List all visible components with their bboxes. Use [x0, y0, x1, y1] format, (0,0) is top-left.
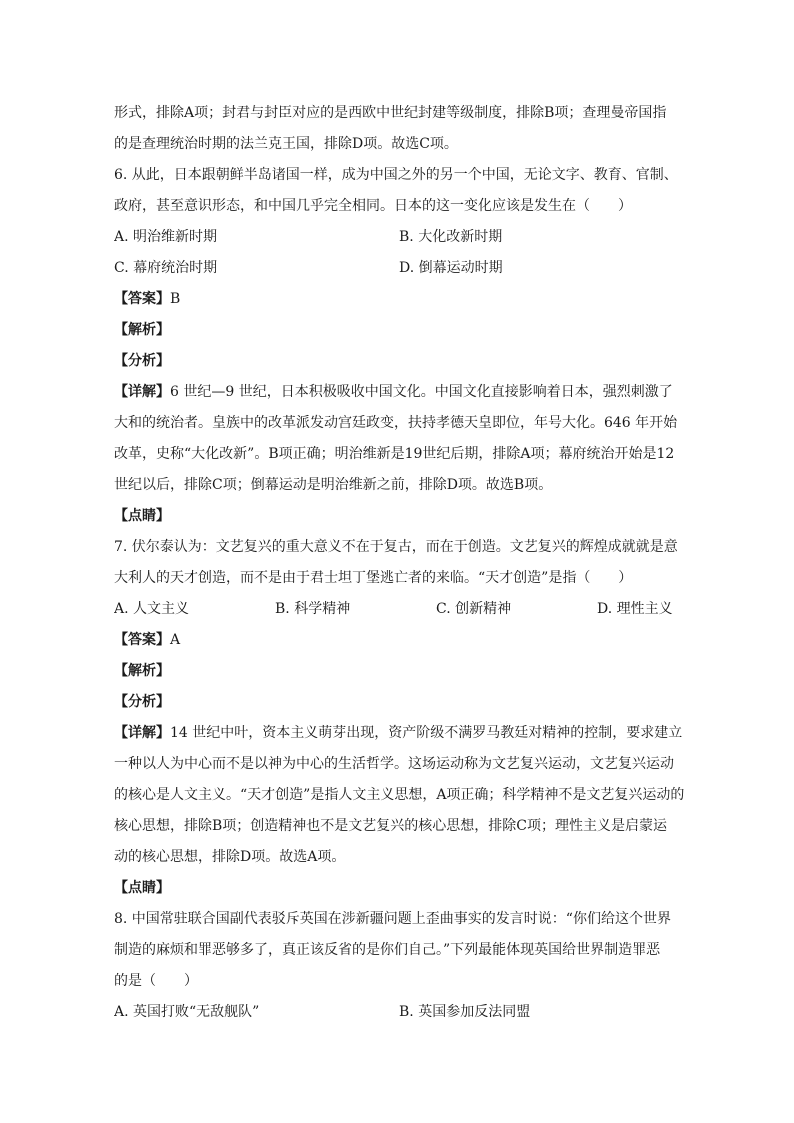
detail-text: 14 世纪中叶，资本主义萌芽出现，资产阶级不满罗马教廷对精神的控制，要求建立 [170, 725, 683, 741]
answer-label: 【答案】 [114, 291, 170, 307]
intro-paragraph [114, 98, 684, 160]
detail-text: 6 世纪—9 世纪，日本积极吸收中国文化。中国文化直接影响着日本，强烈刺激了 [170, 384, 673, 400]
detail-line: 动的核心思想，排除D项。故选A项。 [114, 849, 346, 865]
text-line: 的是查理统治时期的法兰克王国，排除D项。故选C项。 [114, 136, 458, 152]
question-stem: 7. 伏尔泰认为：文艺复兴的重大意义不在于复古，而在于创造。文艺复兴的辉煌成就就是意 [114, 539, 678, 555]
question-6 [114, 160, 684, 532]
question-stem: 大利人的天才创造，而不是由于君士坦丁堡逃亡者的来临。“天才创造”是指（ ） [114, 570, 633, 586]
fenxi-label: 【分析】 [114, 694, 170, 710]
document-content [114, 98, 684, 1028]
answer-line [114, 625, 684, 656]
option-b: B. 英国参加反法同盟 [399, 1004, 531, 1020]
detail-line: 改革，史称“大化改新”。B项正确；明治维新是19世纪后期，排除A项；幕府统治开始是12 [114, 446, 675, 462]
detail-line [114, 718, 684, 749]
question-7 [114, 532, 684, 904]
option-a: A. 英国打败“无敌舰队” [114, 1004, 260, 1020]
option-b: B. 科学精神 [275, 601, 351, 617]
detail-label: 【详解】 [114, 725, 170, 741]
options-row [114, 997, 684, 1028]
text-line: 形式，排除A项；封君与封臣对应的是西欧中世纪封建等级制度，排除B项；查理曼帝国指 [114, 105, 667, 121]
question-stem: 制造的麻烦和罪恶够多了，真正该反省的是你们自己。”下列最能体现英国给世界制造罪恶 [114, 942, 661, 958]
answer-value: A [170, 632, 181, 648]
fenxi-label: 【分析】 [114, 353, 170, 369]
analysis-label: 【解析】 [114, 322, 170, 338]
comment-label: 【点睛】 [114, 508, 170, 524]
option-a: A. 明治维新时期 [114, 229, 218, 245]
options-row [114, 594, 684, 625]
options-row [114, 222, 684, 253]
answer-line [114, 284, 684, 315]
option-c: C. 创新精神 [436, 601, 512, 617]
detail-line [114, 377, 684, 408]
question-8 [114, 904, 684, 1028]
option-c: C. 幕府统治时期 [114, 260, 218, 276]
comment-label: 【点睛】 [114, 880, 170, 896]
analysis-label: 【解析】 [114, 663, 170, 679]
option-a: A. 人文主义 [114, 601, 190, 617]
option-b: B. 大化改新时期 [399, 229, 503, 245]
answer-label: 【答案】 [114, 632, 170, 648]
detail-line: 大和的统治者。皇族中的改革派发动宫廷政变，扶持孝德天皇即位，年号大化。646 年开始 [114, 415, 678, 431]
option-d: D. 理性主义 [597, 601, 673, 617]
detail-line: 核心思想，排除B项；创造精神也不是文艺复兴的核心思想，排除C项；理性主义是启蒙运 [114, 818, 667, 834]
question-stem: 6. 从此，日本跟朝鲜半岛诸国一样，成为中国之外的另一个中国，无论文字、教育、官制、 [114, 167, 678, 183]
detail-line: 一种以人为中心而不是以神为中心的生活哲学。这场运动称为文艺复兴运动，文艺复兴运动 [114, 756, 674, 772]
detail-label: 【详解】 [114, 384, 170, 400]
detail-line: 的核心是人文主义。“天才创造”是指人文主义思想，A项正确；科学精神不是文艺复兴运动的 [114, 787, 684, 803]
option-d: D. 倒幕运动时期 [399, 260, 503, 276]
question-stem: 的是（ ） [114, 973, 198, 989]
question-stem: 8. 中国常驻联合国副代表驳斥英国在涉新疆问题上歪曲事实的发言时说：“你们给这个世界 [114, 911, 671, 927]
question-stem: 政府，甚至意识形态，和中国几乎完全相同。日本的这一变化应该是发生在（ ） [114, 198, 632, 214]
detail-line: 世纪以后，排除C项；倒幕运动是明治维新之前，排除D项。故选B项。 [114, 477, 553, 493]
options-row [114, 253, 684, 284]
answer-value: B [170, 291, 181, 307]
